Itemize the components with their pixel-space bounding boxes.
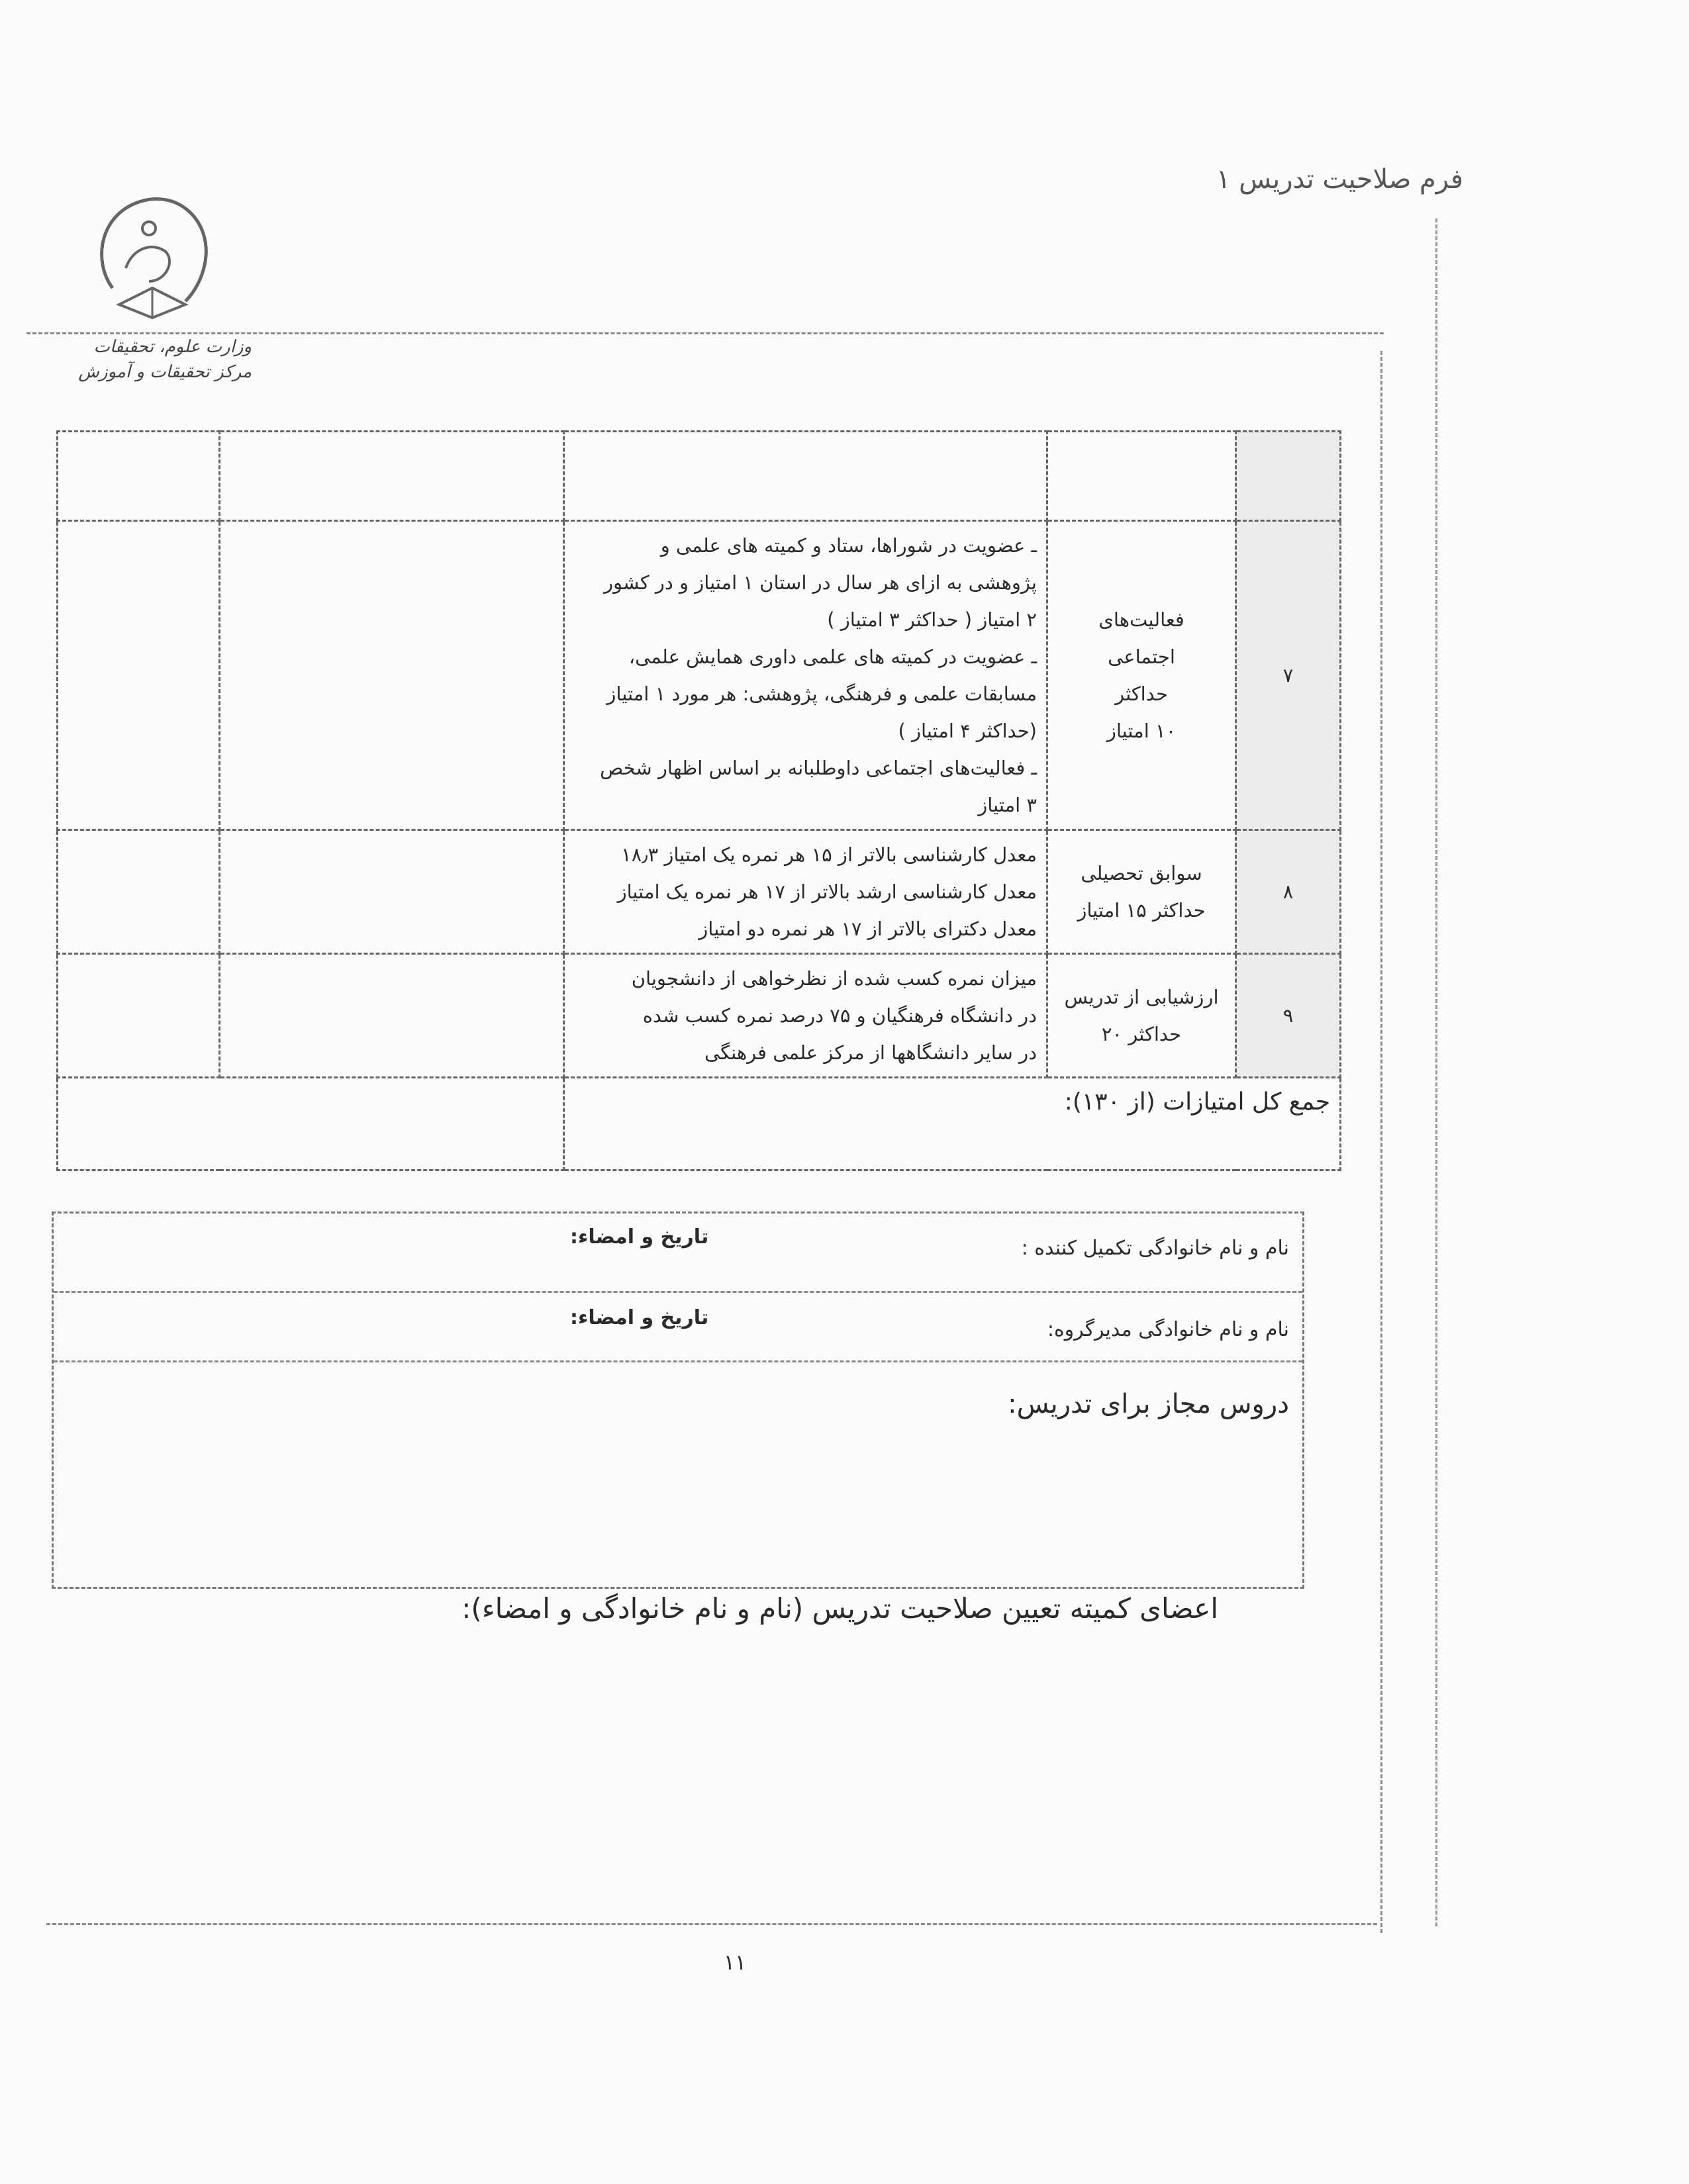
- logo-caption-line2: مرکز تحقیقات و آموزش: [78, 362, 252, 382]
- criteria-cell: [564, 830, 1047, 954]
- frame-right-line: [1380, 351, 1382, 1933]
- margin-right-line: [1435, 218, 1437, 1926]
- allowed-courses-label: دروس مجاز برای تدریس:: [1008, 1389, 1289, 1419]
- table-row: [58, 954, 1341, 1078]
- category-line: ارزشیابی از تدریس: [1064, 986, 1219, 1008]
- manager-row: [54, 1293, 1302, 1362]
- row-number: ۷: [1236, 521, 1341, 830]
- table-cell-empty: [220, 432, 564, 521]
- manager-label: نام و نام خانوادگی مدیرگروه:: [1047, 1318, 1289, 1341]
- total-label: جمع کل امتیازات (از ۱۳۰):: [1064, 1088, 1330, 1116]
- criteria-line: پژوهشی به ازای هر سال در استان ۱ امتیاز و در کشور: [603, 571, 1037, 594]
- table-row: [58, 830, 1341, 954]
- completer-date-label: تاریخ و امضاء:: [570, 1225, 709, 1249]
- category-cell: [1047, 830, 1236, 954]
- completer-row: [54, 1213, 1302, 1293]
- table-cell-empty: [58, 521, 220, 830]
- table-row: [58, 521, 1341, 830]
- category-line: حداکثر ۱۵ امتیاز: [1077, 899, 1206, 922]
- criteria-line: ـ فعالیت‌های اجتماعی داوطلبانه بر اساس اظهار شخص: [600, 757, 1037, 779]
- row-number: ۸: [1236, 830, 1341, 954]
- signature-box: [52, 1211, 1304, 1589]
- form-title: فرم صلاحیت تدریس ۱: [1216, 164, 1463, 195]
- university-logo-icon: [86, 189, 218, 328]
- category-line: حداکثر ۲۰: [1101, 1023, 1182, 1045]
- criteria-line: ـ عضویت در کمیته های علمی داوری همایش علمی،: [628, 645, 1037, 668]
- row-number: ۹: [1236, 954, 1341, 1078]
- total-row: [58, 1078, 1341, 1170]
- table-cell-empty: [220, 954, 564, 1078]
- table-cell-empty: [58, 954, 220, 1078]
- category-line: ۱۰ امتیاز: [1106, 720, 1177, 742]
- table-cell-empty: [58, 432, 220, 521]
- criteria-line: ۲ امتیاز ( حداکثر ۳ امتیاز ): [827, 608, 1037, 631]
- table-cell-empty: [58, 830, 220, 954]
- frame-top-line: [26, 332, 1384, 334]
- page-number: ۱۱: [723, 1950, 747, 1975]
- criteria-line: معدل کارشناسی ارشد بالاتر از ۱۷ هر نمره یک امتیاز: [617, 880, 1037, 903]
- total-label-cell: [564, 1078, 1341, 1170]
- criteria-line: در سایر دانشگاهها از مرکز علمی فرهنگی: [704, 1041, 1037, 1064]
- table-header-row: [58, 432, 1341, 521]
- criteria-line: مسابقات علمی و فرهنگی، پژوهشی: هر مورد ۱ امتیاز: [606, 683, 1037, 705]
- table-cell-empty: [564, 432, 1047, 521]
- criteria-cell: [564, 521, 1047, 830]
- category-line: اجتماعی: [1108, 645, 1175, 668]
- criteria-line: در دانشگاه فرهنگیان و ۷۵ درصد نمره کسب شده: [642, 1004, 1037, 1027]
- criteria-cell: [564, 954, 1047, 1078]
- category-line: فعالیت‌های: [1098, 608, 1184, 631]
- category-cell: [1047, 954, 1236, 1078]
- category-line: سوابق تحصیلی: [1081, 862, 1202, 884]
- completer-label: نام و نام خانوادگی تکمیل کننده :: [1021, 1237, 1289, 1260]
- category-line: حداکثر: [1115, 683, 1168, 705]
- criteria-line: معدل کارشناسی بالاتر از ۱۵ هر نمره یک امتیاز ۱۸٫۳: [621, 843, 1037, 866]
- frame-bottom-line: [46, 1923, 1377, 1925]
- table-cell-num-header: [1236, 432, 1341, 521]
- criteria-line: (حداکثر ۴ امتیاز ): [898, 720, 1037, 742]
- criteria-line: ۳ امتیاز: [978, 794, 1037, 816]
- scoring-table: [56, 430, 1341, 1171]
- logo-caption: [53, 334, 252, 385]
- criteria-line: ـ عضویت در شوراها، ستاد و کمیته های علمی و: [660, 534, 1037, 557]
- table-cell-empty: [1047, 432, 1236, 521]
- criteria-line: میزان نمره کسب شده از نظرخواهی از دانشجویان: [631, 967, 1037, 990]
- logo-caption-line1: وزارت علوم، تحقیقات: [93, 337, 252, 357]
- table-cell-empty: [220, 830, 564, 954]
- table-cell-empty: [220, 521, 564, 830]
- category-cell: [1047, 521, 1236, 830]
- criteria-line: معدل دکترای بالاتر از ۱۷ هر نمره دو امتیاز: [699, 918, 1037, 940]
- total-value-cell: [58, 1078, 564, 1170]
- manager-date-label: تاریخ و امضاء:: [570, 1306, 709, 1329]
- committee-members-label: اعضای کمیته تعیین صلاحیت تدریس (نام و نام خانوادگی و امضاء):: [461, 1592, 1218, 1625]
